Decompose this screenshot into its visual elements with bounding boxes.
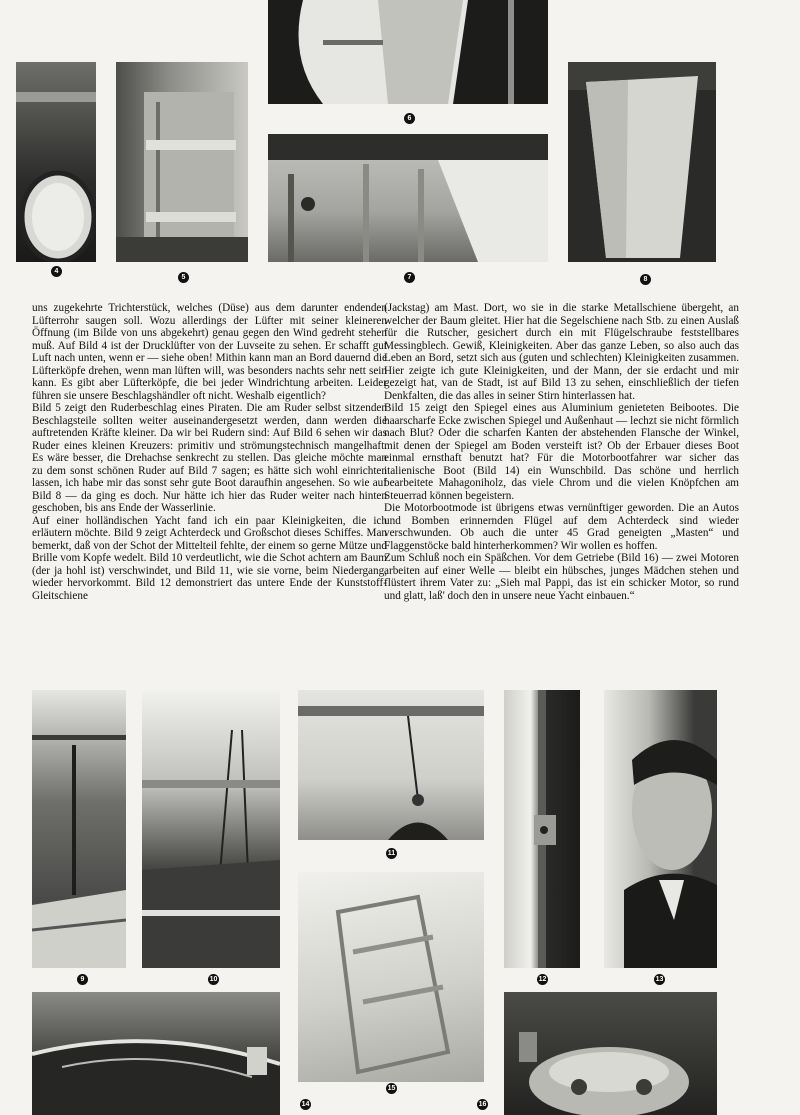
- figure-number: 9: [77, 974, 88, 985]
- photo-12-mast-rail: [504, 690, 580, 968]
- paragraph: Bild 5 zeigt den Ruderbeschlag eines Piraten. Die am Ruder selbst sitzenden Beschlagsteile sollten weiter auseinandergesetzt werden, dann werden die auftretenden Kräfte kleiner. Da wir bei Rudern sind: Auf Bild 6 sehen wir das Ruder eines kleinen Kreuzers: primitiv und strömungstechnisch mangelhaft. Es wäre besser, die Drehachse senkrecht zu stellen. Das gleiche möchte man zu dem sonst schönen Ruder auf Bild 7 sagen; es hätte sich wohl einrichten lassen, ich habe mir das sonst sehr gute Boot daraufhin angesehen. So wie auf Bild 8 — da ging es doch. Nur hätte ich hier das Ruder weiter nach hinten geschoben, bis ans Ende der Wasserlinie.: [32, 402, 387, 514]
- photo-13-van-de-stadt-portrait: [604, 690, 717, 968]
- figure-number: 5: [178, 272, 189, 283]
- figure-number: 10: [209, 976, 218, 983]
- paragraph: Die Motorbootmode ist übrigens etwas vernünftiger geworden. Die an Autos und Bomben erinnernden Flügel auf dem Achterdeck sind wieder verschwunden. Ob auch die unter 45 Grad geneigten „Masten“ und Flaggenstöcke bald hinterherkommen? Wir wollen es hoffen.: [384, 502, 739, 552]
- photo-4-ventilator: [16, 62, 96, 262]
- figure-number: 15: [387, 1085, 396, 1092]
- figure-number: 12: [538, 976, 547, 983]
- photo-11-companionway-sheet: [298, 690, 484, 840]
- article-column-right: [384, 302, 739, 602]
- figure-number: 7: [404, 272, 415, 283]
- photo-8-rudder: [568, 62, 716, 262]
- figure-number: 16: [478, 1101, 487, 1108]
- figure-number: 8: [640, 274, 651, 285]
- photo-9-aft-deck-mainsheet: [32, 690, 126, 968]
- photo-5-rudder-fitting: [116, 62, 248, 262]
- paragraph: (Jackstag) am Mast. Dort, wo sie in die starke Metallschiene übergeht, an welcher der Baum gleitet. Hier hat die Segelschiene nach Stb. zu einen Auslaß für die Rutscher, gesichert durch ein mit Flügelschraube feststellbares Messingblech. Gewiß, Kleinigkeiten. Aber das ganze Leben, so also auch das Leben an Bord, setzt sich aus (guten und schlechten) Kleinigkeiten zusammen. Hier zeigte ich gute Kleinigkeiten, und der Mann, der sie erdacht und mir gezeigt hat, van de Stadt, ist auf Bild 13 zu sehen, einschließlich der tiefen Denkfalten, die das alles in seiner Stirn hinterlassen hat.: [384, 302, 739, 402]
- photo-15-dinghy-transom: [298, 872, 484, 1082]
- photo-6-small-cruiser-rudder: [268, 0, 548, 104]
- figure-number: 14: [301, 1101, 310, 1108]
- photo-14-italian-motorboat: [32, 992, 280, 1115]
- figure-number: 11: [387, 850, 396, 857]
- article-column-left: [32, 302, 387, 602]
- paragraph: Auf einer holländischen Yacht fand ich ein paar Kleinigkeiten, die ich erläutern möchte. Bild 9 zeigt Achterdeck und Großschot dieses Schiffes. Man bemerkt, daß von der Schot der Mittelteil fehlte, der einem so gerne Mütze und Brille vom Kopfe wedelt. Bild 10 verdeutlicht, wie die Schot achtern am Baum (der ja hohl ist) verschwindet, und Bild 11, wie sie vorne, beim Niedergang, wieder hervorkommt. Bild 12 demonstriert das untere Ende der Kunststoff-Gleitschiene: [32, 514, 387, 602]
- figure-number: 6: [404, 113, 415, 124]
- paragraph: uns zugekehrte Trichterstück, welches (Düse) aus dem darunter endenden Lüfterrohr saugen soll. Wozu allerdings der Lüfter mit seiner kleineren Öffnung (im Bilde von uns abgekehrt) genau gegen den Wind gedreht stehen muß. Auf Bild 4 ist der Drucklüfter von der Luvseite zu sehen. Er schafft gut Luft nach unten, wenn er — siehe oben! Mithin kann man an Bord dauernd die Lüfterköpfe drehen, wenn man lüften will, was besonders nachts sehr nett sein kann. Es gibt aber Lüfterköpfe, die bei jeder Windrichtung arbeiten. Leider führen sie unsere Beschlagshändler oft nicht. Weshalb eigentlich?: [32, 302, 387, 402]
- photo-10-boom-sheet: [142, 690, 280, 968]
- figure-number: 4: [51, 266, 62, 277]
- paragraph: Zum Schluß noch ein Späßchen. Vor dem Getriebe (Bild 16) — zwei Motoren arbeiten auf einer Welle — bleibt ein hübsches, junges Mädchen stehen und flüstert ihrem Vater zu: „Sieh mal Pappi, das ist ein schicker Motor, so rund und glatt, laß' doch den in unsere neue Yacht einbauen.“: [384, 552, 739, 602]
- figure-number: 13: [655, 976, 664, 983]
- paragraph: Bild 15 zeigt den Spiegel eines aus Aluminium genieteten Beibootes. Die haarscharfe Ecke zwischen Spiegel und Außenhaut — lechzt sie nicht förmlich nach Blut? Oder die scharfen Kanten der abstehenden Flansche der Winkel, mit denen der Spiegel am Boden versteift ist? Ob der Erbauer dieses Boot einmal ernsthaft benutzt hat? Für die Motorbootfahrer war sicher das italienische Boot (Bild 14) ein Wunschbild. Das schöne und herrlich bearbeitete Mahagoniholz, das viele Chrom und die vielen Knöpfchen am Steuerrad können begeistern.: [384, 402, 739, 502]
- photo-16-gearbox-engine: [504, 992, 717, 1115]
- photo-7-cruiser-rudder: [268, 134, 548, 262]
